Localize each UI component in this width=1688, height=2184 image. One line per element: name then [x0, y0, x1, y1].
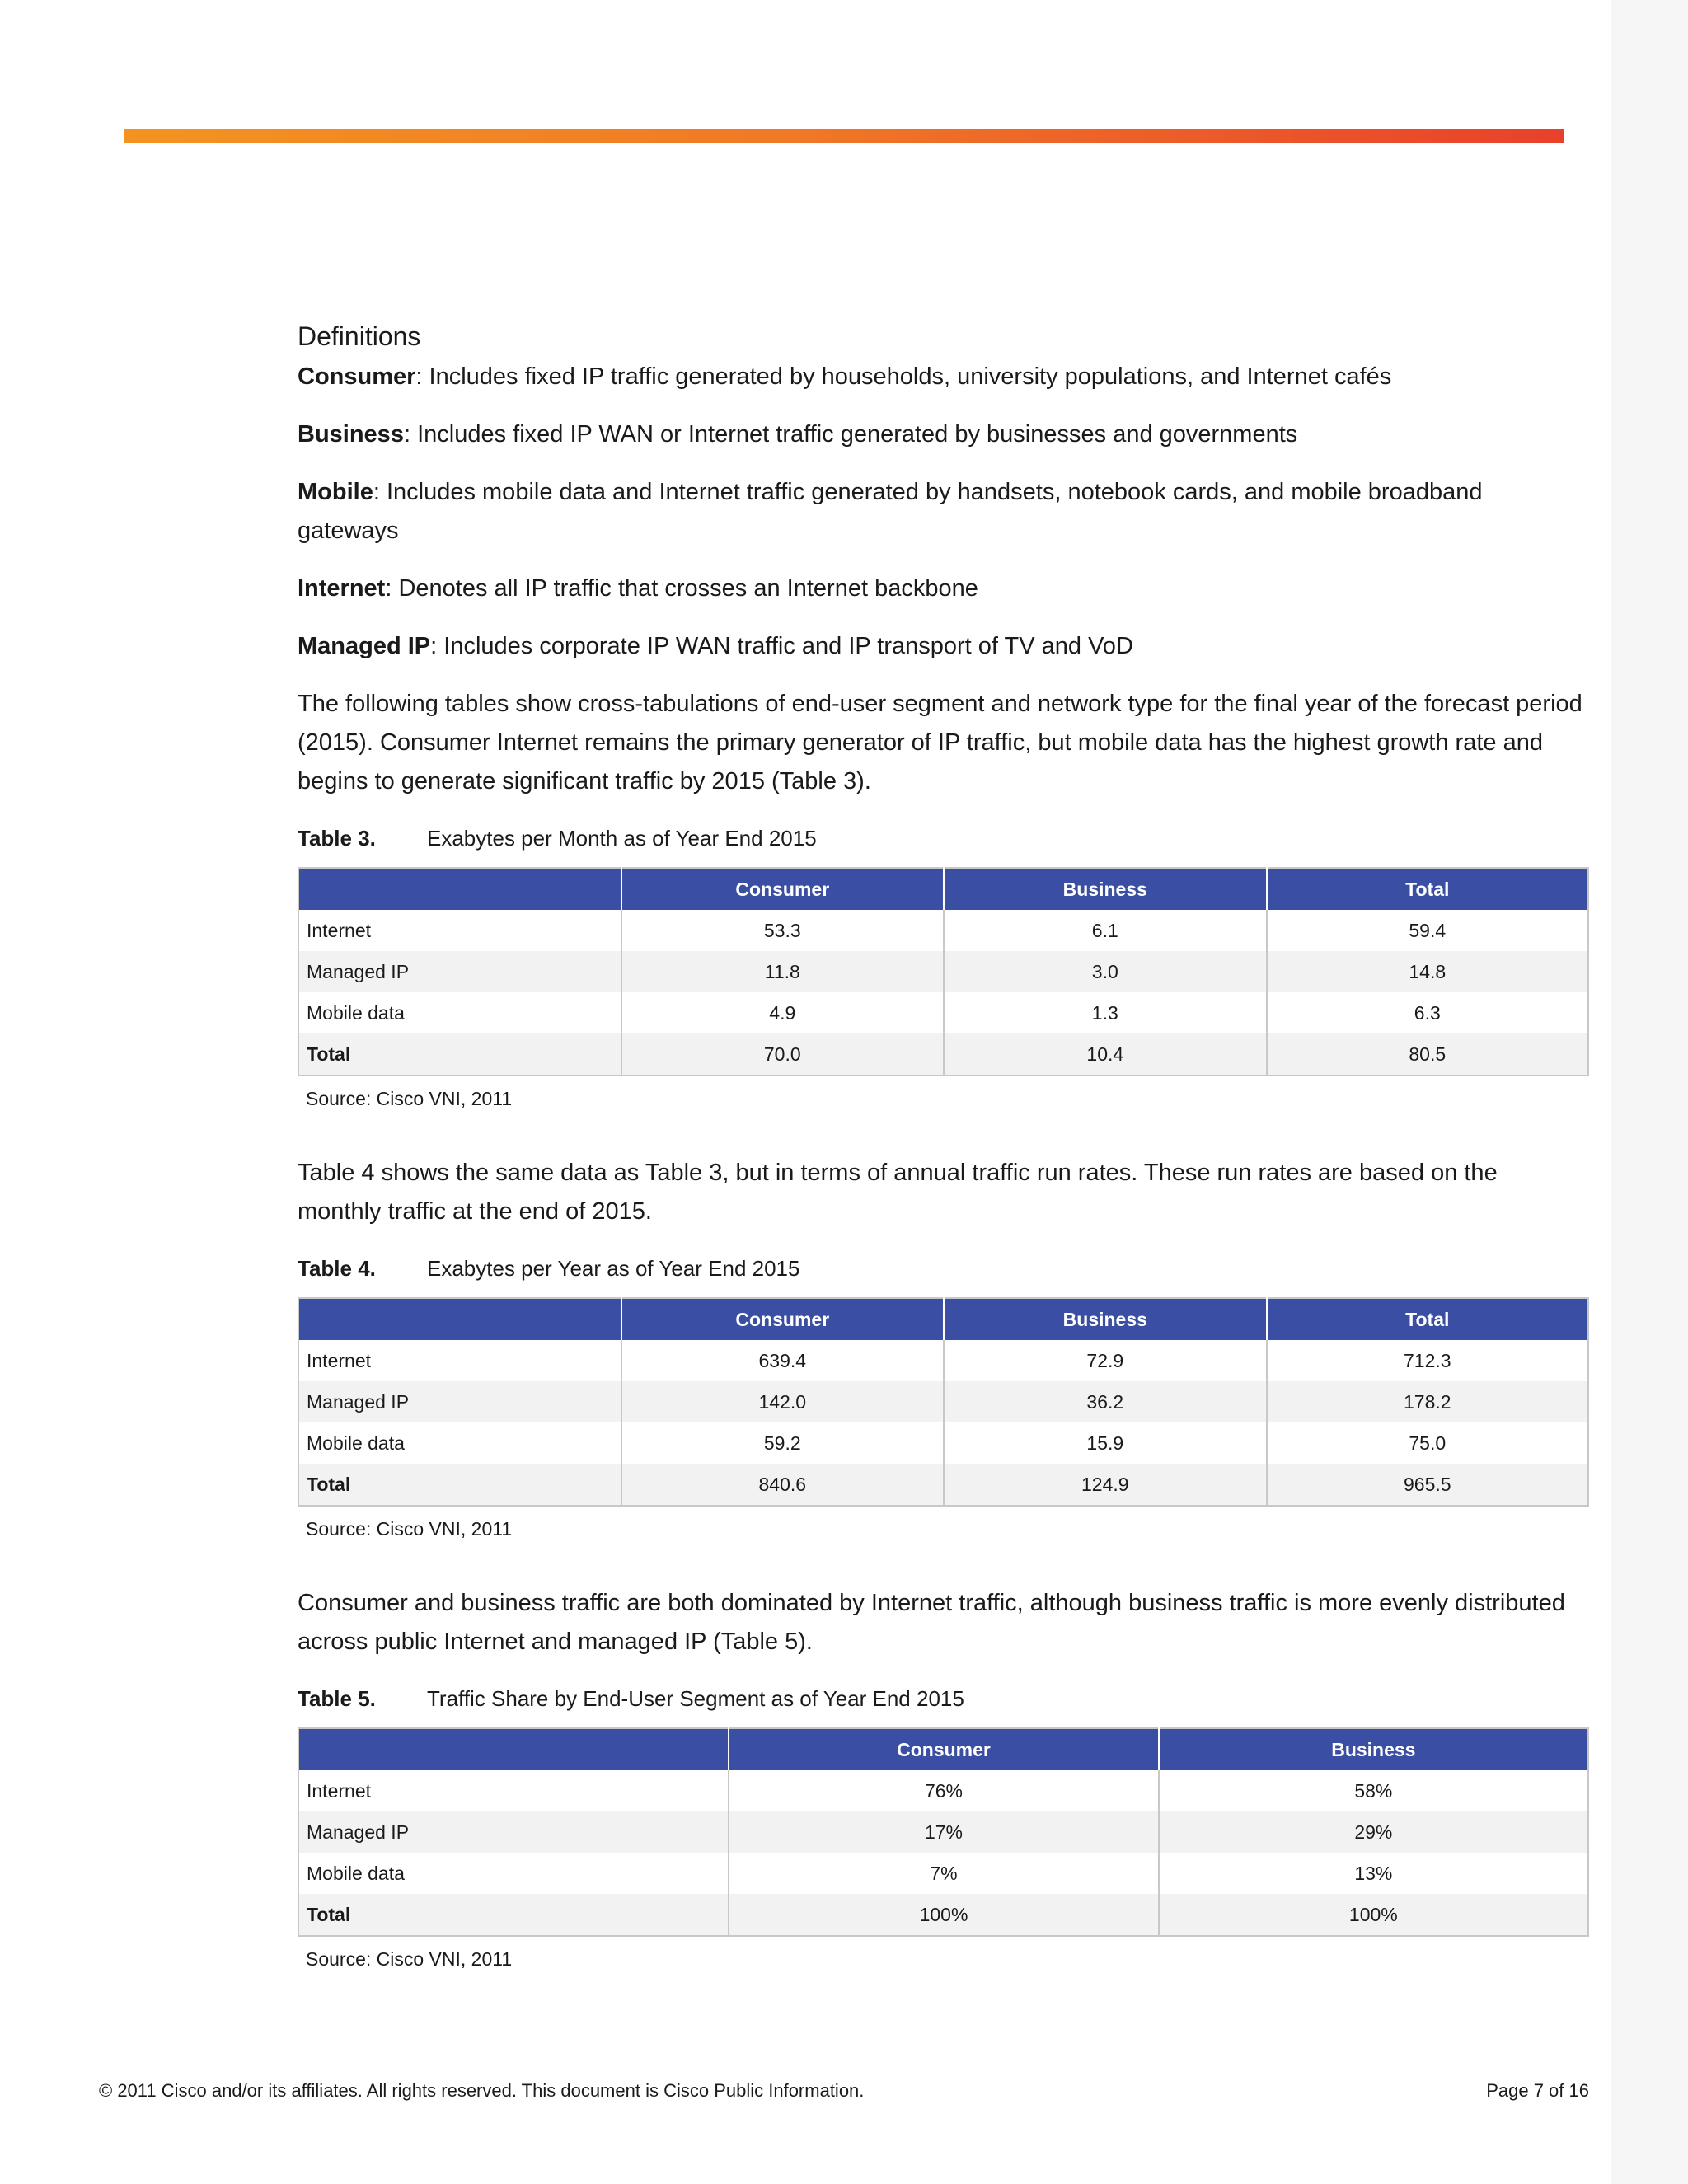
table-header-cell: Business: [944, 868, 1267, 910]
table4: [298, 1297, 1589, 1507]
table5-header-row: [298, 1728, 1588, 1770]
page-content: [298, 320, 1587, 1971]
table-cell: 6.1: [944, 910, 1267, 951]
table3-source: Source: Cisco VNI, 2011: [306, 1088, 513, 1109]
table-header-cell: Consumer: [621, 1298, 945, 1340]
table-row-label: Total: [298, 1464, 621, 1506]
intro-paragraph: The following tables show cross-tabulations of end-user segment and network type for the final year of the forecast period (2015). Consumer Internet remains the primary generator of IP traffic, but mobile data has the highest growth rate and begins to generate significant traffic by 2015 (Table 3).: [298, 691, 1582, 794]
table-cell: 58%: [1354, 1779, 1393, 1802]
table5-title: Traffic Share by End-User Segment as of Year End 2015: [427, 1686, 964, 1711]
copyright-notice: © 2011 Cisco and/or its affiliates. All rights reserved. This document is Cisco Public Information.: [99, 2080, 865, 2101]
table-row-label: Mobile data: [298, 1853, 729, 1894]
table5: [298, 1727, 1589, 1937]
table-cell: 7%: [729, 1853, 1158, 1894]
table-cell: 6.3: [1414, 1001, 1441, 1024]
table-cell: 100%: [729, 1894, 1158, 1936]
table-row-label: Internet: [298, 910, 621, 951]
table3: [298, 867, 1589, 1076]
table4-header-row: [298, 1298, 1588, 1340]
definition-internet: Internet: Denotes all IP traffic that crosses an Internet backbone: [298, 575, 978, 602]
table-cell: 15.9: [944, 1422, 1267, 1464]
table5-number: Table 5.: [298, 1686, 376, 1711]
table-row: [298, 992, 1588, 1033]
table-cell: 11.8: [621, 951, 945, 992]
table-row: [298, 1381, 1588, 1422]
table-header-cell: [298, 1298, 621, 1340]
table-cell: 75.0: [1409, 1432, 1447, 1454]
table4-caption: [298, 1254, 1587, 1282]
table-cell: 10.4: [944, 1033, 1267, 1076]
table-row-label: Internet: [298, 1770, 729, 1811]
table-row-label: Total: [298, 1894, 729, 1936]
table-cell: 17%: [729, 1811, 1158, 1853]
table-cell: 29%: [1159, 1811, 1588, 1853]
table-cell: 72.9: [944, 1340, 1267, 1381]
table-row: [298, 910, 1588, 951]
table-cell: 80.5: [1267, 1033, 1588, 1076]
table-cell: 76%: [729, 1770, 1158, 1811]
definition-managed-ip: Managed IP: Includes corporate IP WAN traffic and IP transport of TV and VoD: [298, 633, 1133, 659]
table-total-row: [298, 1894, 1588, 1936]
table-total-row: [298, 1464, 1588, 1506]
table-row-label: Total: [298, 1033, 621, 1076]
table-header-cell: Business: [1159, 1728, 1588, 1770]
table-row-label: Internet: [298, 1340, 621, 1381]
definition-business: Business: Includes fixed IP WAN or Internet traffic generated by businesses and governments: [298, 421, 1298, 448]
table-cell: 1.3: [944, 992, 1267, 1033]
table-cell: 712.3: [1403, 1349, 1451, 1371]
table-cell: 100%: [1159, 1894, 1588, 1936]
table-header-cell: Total: [1267, 868, 1588, 910]
table-header-cell: Total: [1267, 1298, 1588, 1340]
table-row-label: Managed IP: [298, 951, 621, 992]
table-cell: 3.0: [944, 951, 1267, 992]
table5-caption: [298, 1685, 1587, 1713]
table-header-cell: Business: [944, 1298, 1267, 1340]
table-header-cell: Consumer: [621, 868, 945, 910]
table-row: [298, 1853, 1588, 1894]
table5-source: Source: Cisco VNI, 2011: [306, 1948, 513, 1970]
table4-source: Source: Cisco VNI, 2011: [306, 1518, 513, 1540]
table-header-cell: Consumer: [729, 1728, 1158, 1770]
table3-number: Table 3.: [298, 826, 376, 851]
table3-header-row: [298, 868, 1588, 910]
table-cell: 36.2: [944, 1381, 1267, 1422]
table-cell: 14.8: [1267, 951, 1588, 992]
table4-title: Exabytes per Year as of Year End 2015: [427, 1256, 800, 1281]
table-cell: 142.0: [621, 1381, 945, 1422]
table-row: [298, 951, 1588, 992]
table-row-label: Mobile data: [298, 1422, 621, 1464]
table3-title: Exabytes per Month as of Year End 2015: [427, 826, 817, 851]
table3-caption: [298, 824, 1587, 852]
definition-mobile: Mobile: Includes mobile data and Internet traffic generated by handsets, notebook cards, and mobile broadband gateways: [298, 479, 1483, 544]
table-cell: 124.9: [944, 1464, 1267, 1506]
table-cell: 53.3: [621, 910, 945, 951]
table-total-row: [298, 1033, 1588, 1076]
table-cell: 178.2: [1267, 1381, 1588, 1422]
table-cell: 13%: [1354, 1862, 1393, 1884]
table-cell: 59.4: [1409, 919, 1447, 941]
table-header-cell: [298, 868, 621, 910]
definition-consumer: Consumer: Includes fixed IP traffic generated by households, university populations, and Internet cafés: [298, 363, 1392, 390]
brand-gradient-bar: [124, 129, 1564, 143]
table-cell: 70.0: [621, 1033, 945, 1076]
table-cell: 840.6: [621, 1464, 945, 1506]
definitions-heading: Definitions: [298, 321, 421, 351]
table-row: [298, 1340, 1588, 1381]
page-margin-shadow: [1611, 0, 1688, 2184]
table5-intro-paragraph: Consumer and business traffic are both dominated by Internet traffic, although business traffic is more evenly distributed across public Internet and managed IP (Table 5).: [298, 1590, 1565, 1655]
table-row-label: Managed IP: [298, 1811, 729, 1853]
table-row: [298, 1811, 1588, 1853]
table-row: [298, 1770, 1588, 1811]
table-header-cell: [298, 1728, 729, 1770]
table-row-label: Mobile data: [298, 992, 621, 1033]
table-cell: 965.5: [1267, 1464, 1588, 1506]
table-cell: 59.2: [621, 1422, 945, 1464]
page-number: Page 7 of 16: [1486, 2080, 1589, 2101]
table-cell: 4.9: [621, 992, 945, 1033]
table4-number: Table 4.: [298, 1256, 376, 1281]
table4-intro-paragraph: Table 4 shows the same data as Table 3, but in terms of annual traffic run rates. These run rates are based on the monthly traffic at the end of 2015.: [298, 1160, 1498, 1225]
page-footer: [99, 2080, 1589, 2102]
table-row: [298, 1422, 1588, 1464]
table-row-label: Managed IP: [298, 1381, 621, 1422]
table-cell: 639.4: [621, 1340, 945, 1381]
